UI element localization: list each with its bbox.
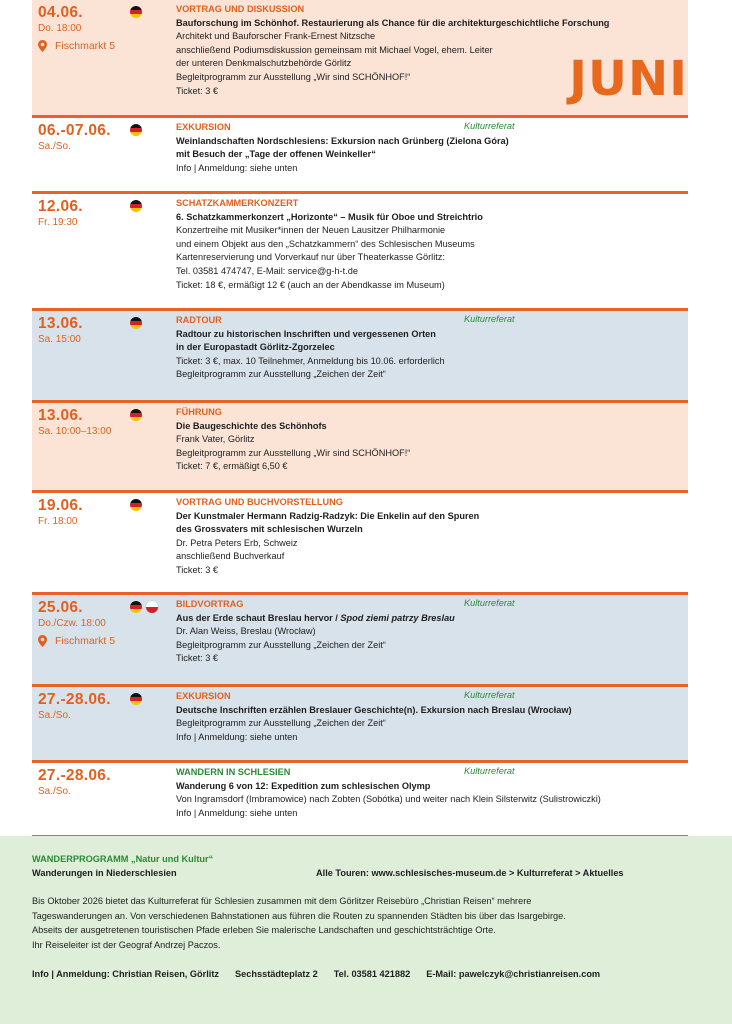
month-heading: JUNI [569,51,688,107]
footer-text-line: Ihr Reiseleiter ist der Geograf Andrzej Paczos. [32,939,221,950]
event-time: Sa. 15:00 [38,334,81,345]
event-line: anschließend Buchverkauf [176,551,285,562]
footer-tours-link[interactable]: Alle Touren: www.schlesisches-museum.de > Kulturreferat > Aktuelles [316,868,624,878]
event-body [176,197,686,292]
event-category: VORTRAG UND DISKUSSION [176,4,305,14]
event-category: VORTRAG UND BUCHVORSTELLUNG [176,497,343,507]
event-time: Do. 18:00 [38,23,82,34]
event-date: 27.-28.06. [38,691,111,708]
event-line: Ticket: 3 € [176,653,219,664]
polish-flag-icon [146,601,158,613]
event-time: Sa. 10:00–13:00 [38,426,112,437]
kulturreferat-tag: Kulturreferat [464,598,515,608]
language-flags [130,6,142,18]
event-body [176,598,686,666]
event-date: 06.-07.06. [38,122,111,139]
language-flags [130,124,142,136]
event-title: Bauforschung im Schönhof. Restaurierung als Chance für die architekturgeschichtliche Forschung [176,17,610,28]
event-item [32,493,688,595]
german-flag-icon [130,601,142,613]
event-time: Do./Czw. 18:00 [38,618,106,629]
event-line: Dr. Alan Weiss, Breslau (Wrocław) [176,626,316,637]
event-date: 04.06. [38,4,83,21]
kulturreferat-tag: Kulturreferat [464,690,515,700]
event-category: BILDVORTRAG [176,599,244,609]
event-line: Kartenreservierung und Vorverkauf nur über Theaterkasse Görlitz: [176,252,445,263]
event-body [176,314,686,382]
event-time: Fr. 18:00 [38,516,78,527]
event-line: Konzertreihe mit Musiker*innen der Neuen Lausitzer Philharmonie [176,225,446,236]
event-line: Begleitprogramm zur Ausstellung „Wir sind SCHÖNHOF!“ [176,71,411,82]
contact-email[interactable]: E-Mail: pawelczyk@christianreisen.com [426,969,601,979]
german-flag-icon [130,409,142,421]
event-date: 19.06. [38,497,83,514]
event-list [32,0,688,838]
event-category: WANDERN IN SCHLESIEN [176,767,291,777]
event-item [32,403,688,493]
language-flags [130,317,142,329]
german-flag-icon [130,124,142,136]
event-category: SCHATZKAMMERKONZERT [176,198,299,208]
event-body [176,121,686,175]
event-line: der unteren Denkmalschutzbehörde Görlitz [176,58,352,69]
event-line: anschließend Podiumsdiskussion gemeinsam mit Michael Vogel, ehem. Leiter [176,44,493,55]
hiking-program-footer [0,836,732,1024]
language-flags [130,200,142,212]
german-flag-icon [130,499,142,511]
event-item [32,194,688,311]
language-flags [130,601,158,613]
event-item [32,687,688,763]
footer-subheading: Wanderungen in Niederschlesien [32,868,177,878]
event-date: 13.06. [38,315,83,332]
event-body [176,766,686,820]
event-line: Tel. 03581 474747, E-Mail: service@g-h-t.de [176,265,358,276]
event-body [176,690,686,744]
contact-agency: Info | Anmeldung: Christian Reisen, Görlitz [32,969,220,979]
event-time: Fr. 19:30 [38,217,78,228]
event-line: Ticket: 3 € [176,564,219,575]
german-flag-icon [130,6,142,18]
kulturreferat-tag: Kulturreferat [464,766,515,776]
language-flags [130,499,142,511]
event-time: Sa./So. [38,710,71,721]
contact-address: Sechsstädteplatz 2 [235,969,318,979]
event-item [32,595,688,687]
event-title: Weinlandschaften Nordschlesiens: Exkursion nach Grünberg (Zielona Góra) [176,135,509,146]
event-category: FÜHRUNG [176,407,222,417]
location-pin-icon [38,40,47,52]
event-title: Der Kunstmaler Hermann Radzig-Radzyk: Die Enkelin auf den Spuren [176,510,480,521]
event-title-continued: des Grossvaters mit schlesischen Wurzeln [176,524,363,535]
event-line: Begleitprogramm zur Ausstellung „Zeichen der Zeit“ [176,639,386,650]
event-line: Begleitprogramm zur Ausstellung „Zeichen der Zeit“ [176,369,386,380]
event-date: 25.06. [38,599,83,616]
footer-description [32,894,692,952]
event-title-german: Aus der Erde schaut Breslau hervor / [176,612,341,623]
event-title-continued: in der Europastadt Görlitz-Zgorzelec [176,342,335,353]
language-flags [130,693,142,705]
event-line: Frank Vater, Görlitz [176,434,255,445]
event-date: 12.06. [38,198,83,215]
event-place-label: Fischmarkt 5 [55,40,116,52]
event-title [176,612,686,626]
german-flag-icon [130,317,142,329]
event-item [32,0,688,118]
footer-contact [32,969,616,979]
event-item [32,763,688,838]
event-title: Deutsche Inschriften erzählen Breslauer Geschichte(n). Exkursion nach Breslau (Wrocław) [176,704,572,715]
event-line: Info | Anmeldung: siehe unten [176,162,298,173]
event-line: Ticket: 3 €, max. 10 Teilnehmer, Anmeldung bis 10.06. erforderlich [176,355,445,366]
event-item [32,118,688,194]
event-time: Sa./So. [38,786,71,797]
event-line: Info | Anmeldung: siehe unten [176,731,298,742]
kulturreferat-tag: Kulturreferat [464,121,515,131]
event-category: EXKURSION [176,122,231,132]
footer-heading: WANDERPROGRAMM „Natur und Kultur“ [32,854,214,864]
event-place [38,635,115,647]
event-title: Radtour zu historischen Inschriften und vergessenen Orten [176,328,436,339]
event-line: Ticket: 7 €, ermäßigt 6,50 € [176,461,288,472]
event-title: 6. Schatzkammerkonzert „Horizonte“ – Musik für Oboe und Streichtrio [176,211,483,222]
event-item [32,311,688,403]
event-date: 13.06. [38,407,83,424]
event-line: Info | Anmeldung: siehe unten [176,807,298,818]
footer-text-line: Tageswanderungen an. Von verschiedenen Bahnstationen aus führen die Routen zu spannenden Städten bis über das Isargebirge. [32,910,566,921]
footer-text-line: Bis Oktober 2026 bietet das Kulturreferat für Schlesien zusammen mit dem Görlitzer Reisebüro „Christian Reisen“ mehrere [32,896,532,906]
event-line: und einem Objekt aus den „Schatzkammern“ des Schlesischen Museums [176,238,475,249]
event-date: 27.-28.06. [38,767,111,784]
event-line: Ticket: 18 €, ermäßigt 12 € (auch an der Abendkasse im Museum) [176,279,445,290]
event-category: EXKURSION [176,691,231,701]
event-line: Dr. Petra Peters Erb, Schweiz [176,537,298,548]
event-line: Begleitprogramm zur Ausstellung „Wir sind SCHÖNHOF!“ [176,447,411,458]
event-line: Architekt und Bauforscher Frank-Ernest Nitzsche [176,31,376,42]
event-body [176,496,686,578]
location-pin-icon [38,635,47,647]
contact-phone[interactable]: Tel. 03581 421882 [333,969,411,979]
footer-text-line: Abseits der ausgetretenen touristischen Pfade erleben Sie malerische Landschaften und geschichtsträchtige Orte. [32,925,496,935]
event-title-polish: Spod ziemi patrzy Breslau [340,612,455,623]
event-place [38,40,115,52]
event-line: Ticket: 3 € [176,85,219,96]
event-body [176,406,686,474]
event-line: Begleitprogramm zur Ausstellung „Zeichen der Zeit“ [176,718,386,729]
event-line: Von Ingramsdorf (Imbramowice) nach Zobten (Sobótka) und weiter nach Klein Silsterwitz (Sulistrowiczki) [176,794,601,805]
german-flag-icon [130,200,142,212]
event-time: Sa./So. [38,141,71,152]
kulturreferat-tag: Kulturreferat [464,314,515,324]
event-place-label: Fischmarkt 5 [55,635,116,647]
german-flag-icon [130,693,142,705]
event-category: RADTOUR [176,315,222,325]
event-title-continued: mit Besuch der „Tage der offenen Weinkeller“ [176,149,376,160]
language-flags [130,409,142,421]
event-title: Die Baugeschichte des Schönhofs [176,420,327,431]
event-title: Wanderung 6 von 12: Expedition zum schlesischen Olymp [176,780,431,791]
